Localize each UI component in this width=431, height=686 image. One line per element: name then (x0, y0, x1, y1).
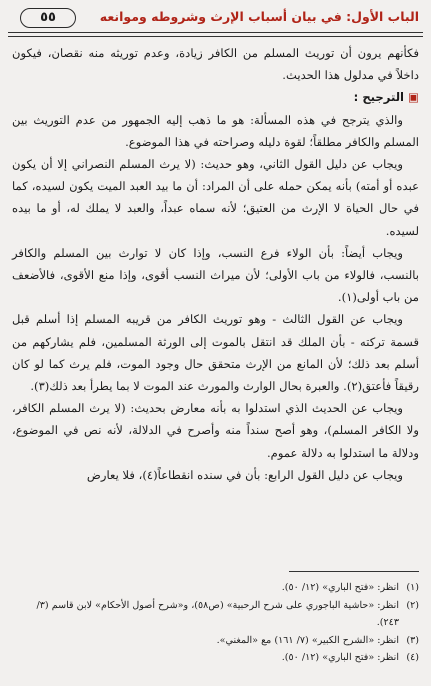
paragraph: ويجاب عن دليل القول الرابع: بأن في سنده انقطاعاً(٤)، فلا يعارض (86, 467, 403, 482)
section-heading-text: الترجيح : (353, 90, 405, 105)
paragraph: ويجاب أيضاً: بأن الولاء فرع النسب، وإذا كان لا توارث بين المسلم والكافر بالنسب، فالولاء من باب الأولى؛ لأن ميراث النسب أقوى، وإذا منع الأقوى، فالأضعف من باب أولى(١). (12, 245, 419, 305)
footnote (12, 597, 419, 632)
paragraph: ويجاب عن الحديث الذي استدلوا به بأنه معارض بحديث: (لا يرث المسلم الكافر، ولا الكافر المسلم)، وهو أصح سنداً منه وأصرح في الدلالة، لأنه نص في الموضوع، ودلالة ما استدلوا به دلالة عموم. (12, 401, 419, 460)
footnotes (12, 579, 419, 667)
paragraph: ويجاب عن دليل القول الثاني، وهو حديث: (لا يرث المسلم النصراني إلا أن يكون عبده أو أمته) بأنه يمكن حمله على أن المراد: أن ما بيد العبد الميت يكون لسيده، كما في حال الحياة لا الإرث من العتيق؛ لأنه سماه عبداً، والعبد لا يملك له، أو ما بيده لسيده. (12, 157, 419, 238)
page-number: ٥٥ (20, 8, 76, 28)
footnote-text: انظر: «حاشية الباجوري على شرح الرحبية» (ص٥٨)، و«شرح أصول الأحكام» لابن قاسم (٣/ ٢٤٣). (36, 599, 399, 629)
page-header (8, 6, 423, 32)
paragraph: والذي يترجح في هذه المسألة: هو ما ذهب إليه الجمهور من عدم التوريث بين المسلم والكافر مطلقاً؛ لقوة دليله وصراحته في هذا الموضوع. (12, 112, 419, 149)
footnote-divider (289, 571, 419, 572)
footnote-number: (٣) (406, 634, 419, 646)
footnote-number: (٢) (406, 599, 419, 611)
footnote (12, 649, 419, 667)
footnote-number: (١) (406, 582, 419, 593)
footnote-number: (٤) (406, 652, 419, 664)
header-rule (8, 32, 423, 37)
footnote-text: انظر: «فتح الباري» (١٢/ ٥٠). (281, 652, 399, 664)
chapter-title: الباب الأول: في بيان أسباب الإرث وشروطه وموانعه (99, 9, 419, 24)
footnote (12, 579, 419, 597)
footnote (12, 632, 419, 650)
footnote-text: انظر: «الشرح الكبير» (٧/ ١٦١) مع «المغني». (216, 634, 399, 646)
footnote-text: انظر: «فتح الباري» (١٢/ ٥٠). (281, 582, 399, 593)
section-marker-icon: ▣ (408, 90, 419, 105)
paragraph: ويجاب عن القول الثالث - وهو توريث الكافر من قريبه المسلم إذا أسلم قبل قسمة تركته - بأن الملك قد انتقل بالموت إلى الورثة المسلمين، فلم يشاركهم من أسلم بعد ذلك؛ لأن المانع من الإرث متحقق حال وجود الموت، فلم يرث كما لو كان رقيقاً فأعتق(٢). والعبرة بحال الوارث والمورث عند الموت لا بما يطرأ بعد ذلك(٣). (12, 312, 419, 394)
main-text (12, 42, 419, 486)
section-heading (12, 86, 419, 108)
paragraph: فكأنهم يرون أن توريث المسلم من الكافر زيادة، وعدم توريثه منه نقصان، فيكون داخلاً في مدلول هذا الحديث. (12, 46, 419, 83)
